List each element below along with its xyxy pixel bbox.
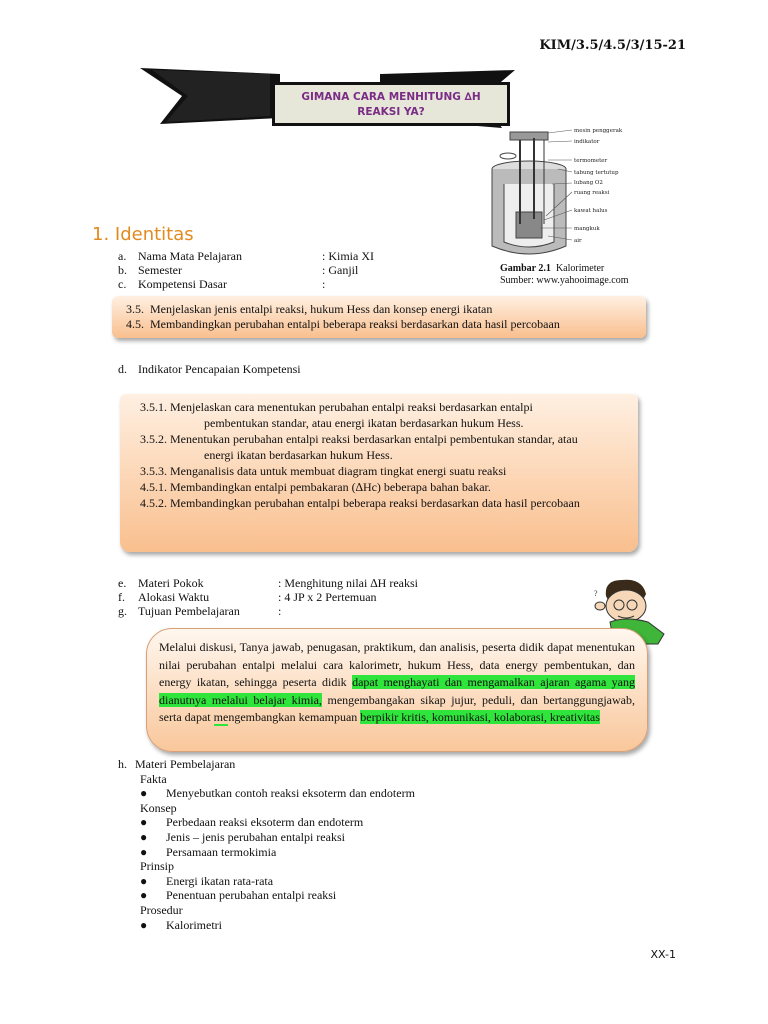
identitas-value: : Kimia XI bbox=[322, 249, 374, 263]
list-item: ● Jenis – jenis perubahan entalpi reaksi bbox=[140, 829, 345, 844]
materi-value: : 4 JP x 2 Pertemuan bbox=[278, 590, 377, 604]
konsep-item: Jenis – jenis perubahan entalpi reaksi bbox=[166, 829, 345, 844]
label-kawat-halus: kawat halus bbox=[574, 208, 608, 214]
label-indikator: indikator bbox=[574, 139, 600, 145]
materi-pembelajaran bbox=[118, 757, 518, 937]
indikator-line: 3.5.1. Menjelaskan cara menentukan perubahan entalpi reaksi berdasarkan entalpi bbox=[140, 400, 533, 414]
konsep-label: Konsep bbox=[140, 800, 177, 815]
materi-label: Materi Pokok bbox=[138, 576, 204, 590]
calorimeter-diagram bbox=[488, 124, 653, 264]
identitas-value: : bbox=[322, 277, 326, 291]
identitas-letter: a. bbox=[118, 249, 127, 263]
pembelajaran-heading bbox=[118, 757, 518, 772]
section-title: 1. Identitas bbox=[92, 224, 194, 245]
banner-title-line1: GIMANA CARA MENHITUNG ∆H bbox=[301, 91, 481, 103]
indikator-letter: d. bbox=[118, 362, 127, 376]
indikator-line: 4.5.2. Membandingkan perubahan entalpi beberapa reaksi berdasarkan data hasil percobaan bbox=[140, 496, 580, 510]
kd-text: Menjelaskan jenis entalpi reaksi, hukum Hess dan konsep energi ikatan bbox=[150, 302, 493, 316]
tujuan-highlight: dapat menghayati dan mengamalkan ajaran agama yang dianutnya melalui belajar kimia, bbox=[159, 675, 636, 707]
label-tabung-tertutup: tabung tertutup bbox=[574, 170, 619, 176]
label-air: air bbox=[574, 238, 582, 244]
indikator-line: energi ikatan berdasarkan hukum Hess. bbox=[204, 448, 393, 462]
label-termometer: termometer bbox=[574, 158, 608, 164]
indikator-line: 3.5.3. Menganalisis data untuk membuat diagram tingkat energi suatu reaksi bbox=[140, 464, 507, 478]
materi-label: Tujuan Pembelajaran bbox=[138, 604, 240, 618]
caption-source: Sumber: www.yahooimage.com bbox=[500, 275, 629, 286]
label-mangkuk: mangkuk bbox=[574, 226, 600, 232]
tujuan-pembelajaran-box bbox=[146, 628, 648, 752]
svg-text:?: ? bbox=[594, 589, 598, 598]
konsep-item: Perbedaan reaksi eksoterm dan endoterm bbox=[166, 815, 364, 830]
caption-text: Kalorimeter bbox=[555, 263, 605, 274]
figure-caption bbox=[500, 263, 629, 287]
materi-value: : bbox=[278, 604, 282, 618]
list-item: ● Perbedaan reaksi eksoterm dan endoterm bbox=[140, 815, 364, 830]
materi-list bbox=[118, 576, 518, 620]
materi-letter: g. bbox=[118, 604, 127, 618]
tujuan-highlight: berpikir kritis, komunikasi, kolaborasi, kreativitas bbox=[360, 710, 600, 724]
tujuan-paragraph bbox=[159, 639, 635, 727]
identitas-value: : Ganjil bbox=[322, 263, 359, 277]
prinsip-item: Penentuan perubahan entalpi reaksi bbox=[166, 888, 337, 903]
list-item: ● Menyebutkan contoh reaksi eksoterm dan endoterm bbox=[140, 786, 415, 801]
label-lubang-o2: lubang O2 bbox=[574, 180, 603, 186]
kd-text: Membandingkan perubahan entalpi beberapa reaksi berdasarkan data hasil percobaan bbox=[150, 317, 560, 331]
label-mesin-penggerak: mesin penggerak bbox=[574, 128, 623, 134]
banner-title-line2: REAKSI YA? bbox=[357, 106, 425, 118]
identitas-label: Nama Mata Pelajaran bbox=[138, 249, 242, 263]
fakta-label: Fakta bbox=[140, 771, 167, 786]
indikator-box bbox=[120, 394, 638, 552]
materi-letter: e. bbox=[118, 576, 127, 590]
label-ruang-reaksi: ruang reaksi bbox=[574, 190, 610, 196]
list-item: ● Penentuan perubahan entalpi reaksi bbox=[140, 888, 337, 903]
materi-label: Alokasi Waktu bbox=[138, 590, 210, 604]
kd-number: 4.5. bbox=[126, 317, 144, 331]
prinsip-item: Energi ikatan rata-rata bbox=[166, 873, 274, 888]
materi-value: : Menghitung nilai ∆H reaksi bbox=[278, 576, 418, 590]
list-item: ● Persamaan termokimia bbox=[140, 844, 277, 859]
indikator-line: 4.5.1. Membandingkan entalpi pembakaran (∆Hc) beberapa bahan bakar. bbox=[140, 480, 491, 494]
pembelajaran-letter: h. bbox=[118, 757, 127, 771]
indikator-heading bbox=[118, 362, 301, 376]
pembelajaran-title: Materi Pembelajaran bbox=[135, 757, 236, 771]
indikator-line: 3.5.2. Menentukan perubahan entalpi reaksi berdasarkan entalpi pembentukan standar, atau bbox=[140, 432, 578, 446]
tujuan-text: ngembangkan kemampuan bbox=[228, 710, 361, 724]
list-item: ● Energi ikatan rata-rata bbox=[140, 873, 274, 888]
materi-letter: f. bbox=[118, 590, 125, 604]
document-code: KIM/3.5/4.5/3/15-21 bbox=[539, 38, 686, 53]
fakta-item: Menyebutkan contoh reaksi eksoterm dan endoterm bbox=[166, 786, 415, 801]
page-number: XX-1 bbox=[650, 948, 676, 961]
tujuan-highlight: me bbox=[213, 710, 229, 724]
indikator-label: Indikator Pencapaian Kompetensi bbox=[138, 362, 301, 376]
prinsip-label: Prinsip bbox=[140, 859, 175, 874]
indikator-line: pembentukan standar, atau energi ikatan berdasarkan hukum Hess. bbox=[204, 416, 524, 430]
identitas-label: Kompetensi Dasar bbox=[138, 277, 227, 291]
identitas-label: Semester bbox=[138, 263, 182, 277]
banner-title-box bbox=[272, 82, 510, 126]
kd-number: 3.5. bbox=[126, 302, 144, 316]
prosedur-label: Prosedur bbox=[140, 902, 183, 917]
identitas-list bbox=[118, 249, 478, 293]
konsep-item: Persamaan termokimia bbox=[166, 844, 277, 859]
tujuan-text: Melalui diskusi, Tanya jawab, penugasan, praktikum, dan analisis, peserta didik dapat menentukan nilai perubahan entalpi melalui cara kalorimetr, hukum Hess, data energy pembentukan, dan energy ikatan, sehingga peserta didik bbox=[159, 640, 635, 689]
tujuan-text: mengembangakan sikap jujur, peduli, dan bertanggungjawab, serta dapat bbox=[159, 692, 635, 724]
identitas-letter: b. bbox=[118, 263, 127, 277]
kompetensi-dasar-box bbox=[112, 296, 646, 338]
caption-bold: Gambar 2.1 bbox=[500, 263, 551, 274]
identitas-letter: c. bbox=[118, 277, 127, 291]
prosedur-item: Kalorimetri bbox=[166, 917, 222, 932]
list-item: ● Kalorimetri bbox=[140, 917, 222, 932]
